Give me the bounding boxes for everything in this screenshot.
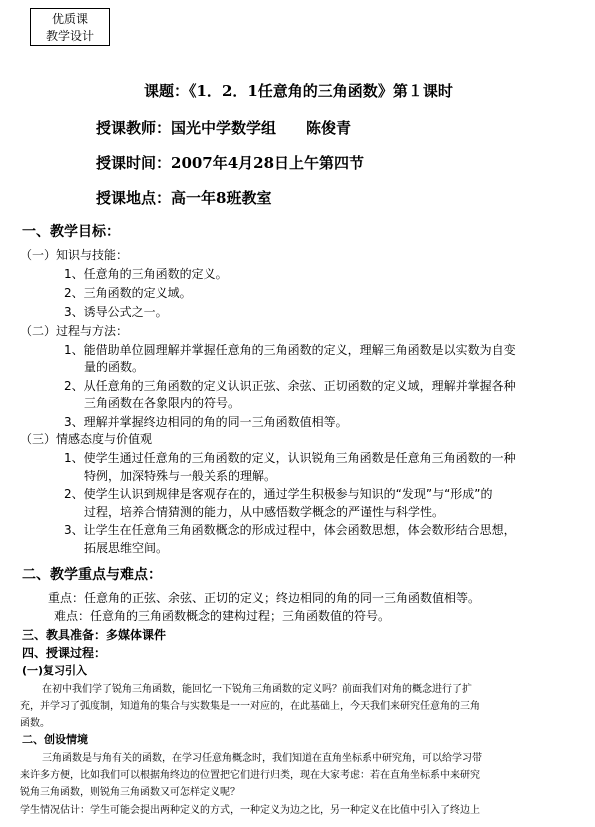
objective-knowledge-title: （一）知识与技能： <box>20 248 129 262</box>
objective-process-item: 1、能借助单位圆理解并掌握任意角的三角函数的定义，理解三角函数是以实数为自变 <box>64 343 516 357</box>
time-line: 授课时间：2007年4月28日上午第四节 <box>96 154 365 172</box>
objective-process-item-cont: 三角函数在各象限内的符号。 <box>84 396 241 410</box>
objective-attitude-item: 3、让学生在任意角三角函数概念的形成过程中，体会函数思想，体会数形结合思想， <box>64 523 516 537</box>
review-intro-title: (一)复习引入 <box>22 664 88 677</box>
objective-attitude-item-cont: 特例，加深特殊与一般关系的理解。 <box>84 469 277 483</box>
place-line: 授课地点：高一年8班教室 <box>96 189 272 207</box>
situation-line: 锐角三角函数，则锐角三角函数又可怎样定义呢？ <box>20 787 240 798</box>
focus-text: 重点：任意角的正弦、余弦、正切的定义；终边相同的角的同一三角函数值相等。 <box>48 591 481 605</box>
objective-knowledge-item: 1、任意角的三角函数的定义。 <box>64 267 228 281</box>
situation-title: 二、创设情境 <box>22 733 88 746</box>
objective-process-title: （二）过程与方法： <box>20 324 129 338</box>
situation-line: 来许多方便，比如我们可以根据角终边的位置把它们进行归类，现在大家考虑：若在直角坐标系中来研究 <box>20 770 480 781</box>
objective-knowledge-item: 2、三角函数的定义域。 <box>64 286 192 300</box>
review-intro-line: 充，并学习了弧度制，知道角的集合与实数集是一一对应的，在此基础上，今天我们来研究任意角的三角 <box>20 701 480 712</box>
stamp-line-2: 教学设计 <box>45 29 94 43</box>
objective-attitude-item-cont: 过程，培养合情猜测的能力，从中感悟数学概念的严谨性与科学性。 <box>84 505 445 519</box>
objective-process-item-cont: 量的函数。 <box>84 360 145 374</box>
section-focus-heading: 二、教学重点与难点： <box>22 567 162 583</box>
objective-process-item: 2、从任意角的三角函数的定义认识正弦、余弦、正切函数的定义域，理解并掌握各种 <box>64 379 516 393</box>
teacher-line: 授课教师：国光中学数学组 陈俊青 <box>96 119 352 137</box>
objective-attitude-item: 2、使学生认识到规律是客观存在的，通过学生积极参与知识的“发现”与“形成”的 <box>64 487 493 501</box>
situation-line: 学生情况估计：学生可能会提出两种定义的方式，一种定义为边之比，另一种定义在比值中引入了终边上 <box>20 805 480 816</box>
review-intro-line: 函数。 <box>20 718 50 729</box>
lesson-title: 课题：《1．2．1任意角的三角函数》第１课时 <box>144 82 453 100</box>
objective-attitude-item: 1、使学生通过任意角的三角函数的定义，认识锐角三角函数是任意角三角函数的一种 <box>64 451 516 465</box>
section-objectives-heading: 一、教学目标： <box>22 224 120 240</box>
objective-attitude-item-cont: 拓展思维空间。 <box>84 541 169 555</box>
objective-process-item: 3、理解并掌握终边相同的角的同一三角函数值相等。 <box>64 415 348 429</box>
difficulty-text: 难点：任意角的三角函数概念的建构过程；三角函数值的符号。 <box>54 609 391 623</box>
objective-knowledge-item: 3、诱导公式之一。 <box>64 305 168 319</box>
quality-lesson-stamp <box>30 8 110 46</box>
section-process-heading: 四、授课过程： <box>22 646 107 660</box>
objective-attitude-title: （三）情感态度与价值观 <box>20 432 153 446</box>
review-intro-line: 在初中我们学了锐角三角函数，能回忆一下锐角三角函数的定义吗？前面我们对角的概念进行了扩 <box>42 684 472 695</box>
stamp-line-1: 优质课 <box>51 12 88 26</box>
section-tools-heading: 三、教具准备：多媒体课件 <box>22 628 167 642</box>
situation-line: 三角函数是与角有关的函数，在学习任意角概念时，我们知道在直角坐标系中研究角，可以给学习带 <box>42 753 482 764</box>
